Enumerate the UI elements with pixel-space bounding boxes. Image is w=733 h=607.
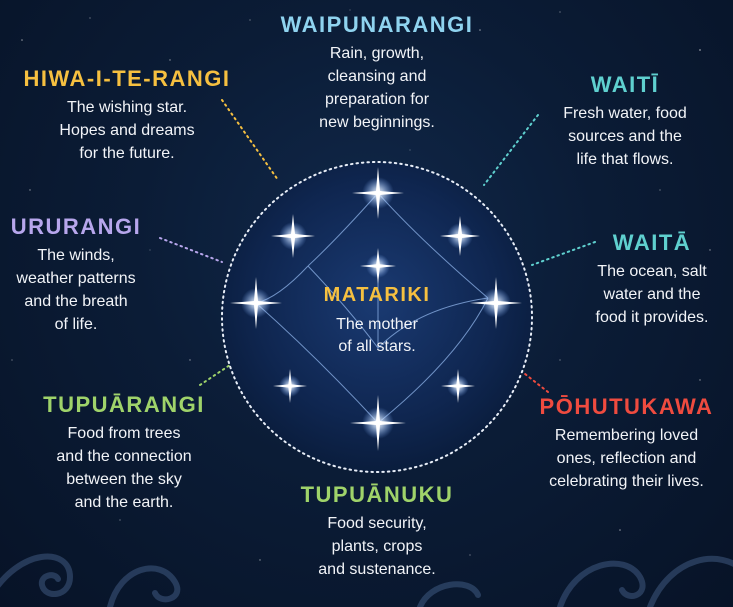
star-name: WAITĀ xyxy=(612,230,692,255)
star-description: Remembering loved ones, reflection and celebrating their lives. xyxy=(549,427,704,490)
star-name: TUPUĀNUKU xyxy=(300,482,454,507)
star-description: Food security, plants, crops and sustenance. xyxy=(318,515,436,578)
star-name: PŌHUTUKAWA xyxy=(539,394,714,419)
star-waiti xyxy=(535,72,715,171)
star-name: WAIPUNARANGI xyxy=(280,12,474,37)
star-pohutukawa xyxy=(524,394,729,493)
star-name: URURANGI xyxy=(10,214,142,239)
star-name: WAITĪ xyxy=(590,72,660,97)
star-waipunarangi xyxy=(262,12,492,134)
star-description: The winds, weather patterns and the breath of life. xyxy=(16,247,136,333)
star-tupuanuku xyxy=(282,482,472,581)
star-description: Food from trees and the connection between the sky and the earth. xyxy=(56,425,192,511)
matariki-description: The mother of all stars. xyxy=(336,316,418,355)
star-waita xyxy=(574,230,730,329)
star-name: HIWA-I-TE-RANGI xyxy=(23,66,231,91)
star-name: TUPUĀRANGI xyxy=(43,392,205,417)
star-description: Rain, growth, cleansing and preparation for new beginnings. xyxy=(319,45,435,131)
star-tupuarangi xyxy=(30,392,218,514)
star-ururangi xyxy=(0,214,152,336)
star-description: Fresh water, food sources and the life that flows. xyxy=(563,105,687,168)
star-description: The ocean, salt water and the food it provides. xyxy=(595,263,709,326)
matariki-name: MATARIKI xyxy=(323,284,431,306)
star-description: The wishing star. Hopes and dreams for the future. xyxy=(59,99,195,162)
matariki-label xyxy=(297,282,457,358)
star-hiwa-i-te-rangi xyxy=(22,66,232,165)
